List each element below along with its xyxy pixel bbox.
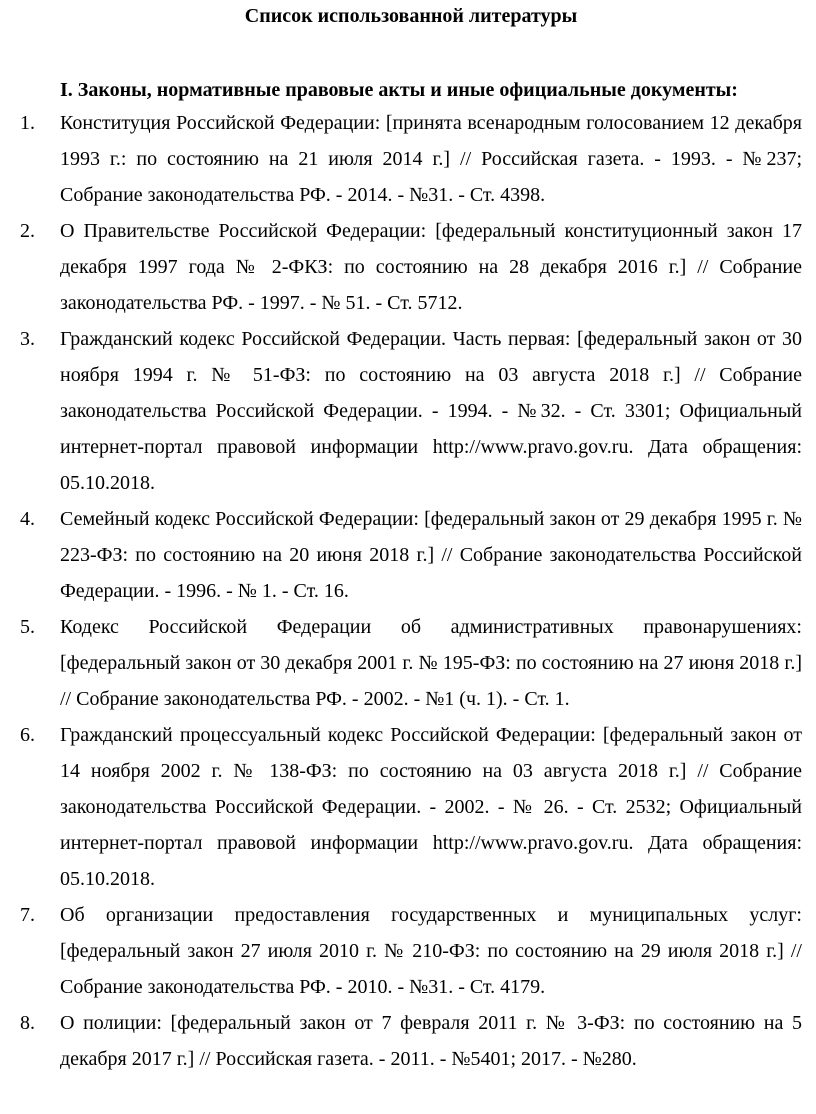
reference-number: 8.	[20, 1012, 35, 1034]
reference-number: 4.	[20, 508, 35, 530]
reference-list	[20, 102, 802, 1077]
reference-text: О полиции: [федеральный закон от 7 февраля 2011 г. № 3-ФЗ: по состоянию на 5 декабря 2017 г.] // Российская газета. - 2011. - №5401; 2017. - №280.	[60, 1012, 802, 1070]
list-item	[20, 321, 802, 501]
list-item	[20, 897, 802, 1005]
reference-text: О Правительстве Российской Федерации: [федеральный конституционный закон 17 декабря 1997 года № 2-ФКЗ: по состоянию на 28 декабря 2016 г.] // Собрание законодательства РФ. - 1997. - № 51. - Ст. 5712.	[60, 220, 802, 314]
reference-number: 5.	[20, 616, 35, 638]
reference-text: Об организации предоставления государственных и муниципальных услуг: [федеральный закон 27 июля 2010 г. № 210-ФЗ: по состоянию на 29 июля 2018 г.] // Собрание законодательства РФ. - 2010. - №31. - Ст. 4179.	[60, 904, 802, 998]
document-title: Список использованной литературы	[244, 5, 578, 27]
reference-number: 6.	[20, 724, 35, 746]
list-item	[20, 105, 802, 213]
reference-number: 2.	[20, 220, 35, 242]
list-item	[20, 717, 802, 897]
reference-text: Конституция Российской Федерации: [принята всенародным голосованием 12 декабря 1993 г.: по состоянию на 21 июля 2014 г.] // Российская газета. - 1993. - №237; Собрание законодательства РФ. - 2014. - №31. - Ст. 4398.	[60, 112, 802, 206]
section-heading: I. Законы, нормативные правовые акты и иные официальные документы:	[60, 79, 738, 101]
reference-number: 1.	[20, 112, 35, 134]
list-item	[20, 1005, 802, 1077]
list-item	[20, 213, 802, 321]
list-item	[20, 609, 802, 717]
reference-text: Гражданский кодекс Российской Федерации. Часть первая: [федеральный закон от 30 ноября 1994 г. № 51-ФЗ: по состоянию на 03 августа 2018 г.] // Собрание законодательства Российской Федерации. - 1994. - №32. - Ст. 3301; Официальный интернет-портал правовой информации http://www.pravo.gov.ru. Дата обращения: 05.10.2018.	[60, 328, 802, 494]
reference-number: 7.	[20, 904, 35, 926]
reference-text: Семейный кодекс Российской Федерации: [федеральный закон от 29 декабря 1995 г. № 223-ФЗ: по состоянию на 20 июня 2018 г.] // Собрание законодательства Российской Федерации. - 1996. - № 1. - Ст. 16.	[60, 508, 802, 602]
reference-text: Кодекс Российской Федерации об административных правонарушениях: [федеральный закон от 30 декабря 2001 г. № 195-ФЗ: по состоянию на 27 июня 2018 г.] // Собрание законодательства РФ. - 2002. - №1 (ч. 1). - Ст. 1.	[60, 616, 802, 710]
reference-text: Гражданский процессуальный кодекс Российской Федерации: [федеральный закон от 14 ноября 2002 г. № 138-ФЗ: по состоянию на 03 августа 2018 г.] // Собрание законодательства Российской Федерации. - 2002. - № 26. - Ст. 2532; Официальный интернет-портал правовой информации http://www.pravo.gov.ru. Дата обращения: 05.10.2018.	[60, 724, 802, 890]
list-item	[20, 501, 802, 609]
reference-number: 3.	[20, 328, 35, 350]
